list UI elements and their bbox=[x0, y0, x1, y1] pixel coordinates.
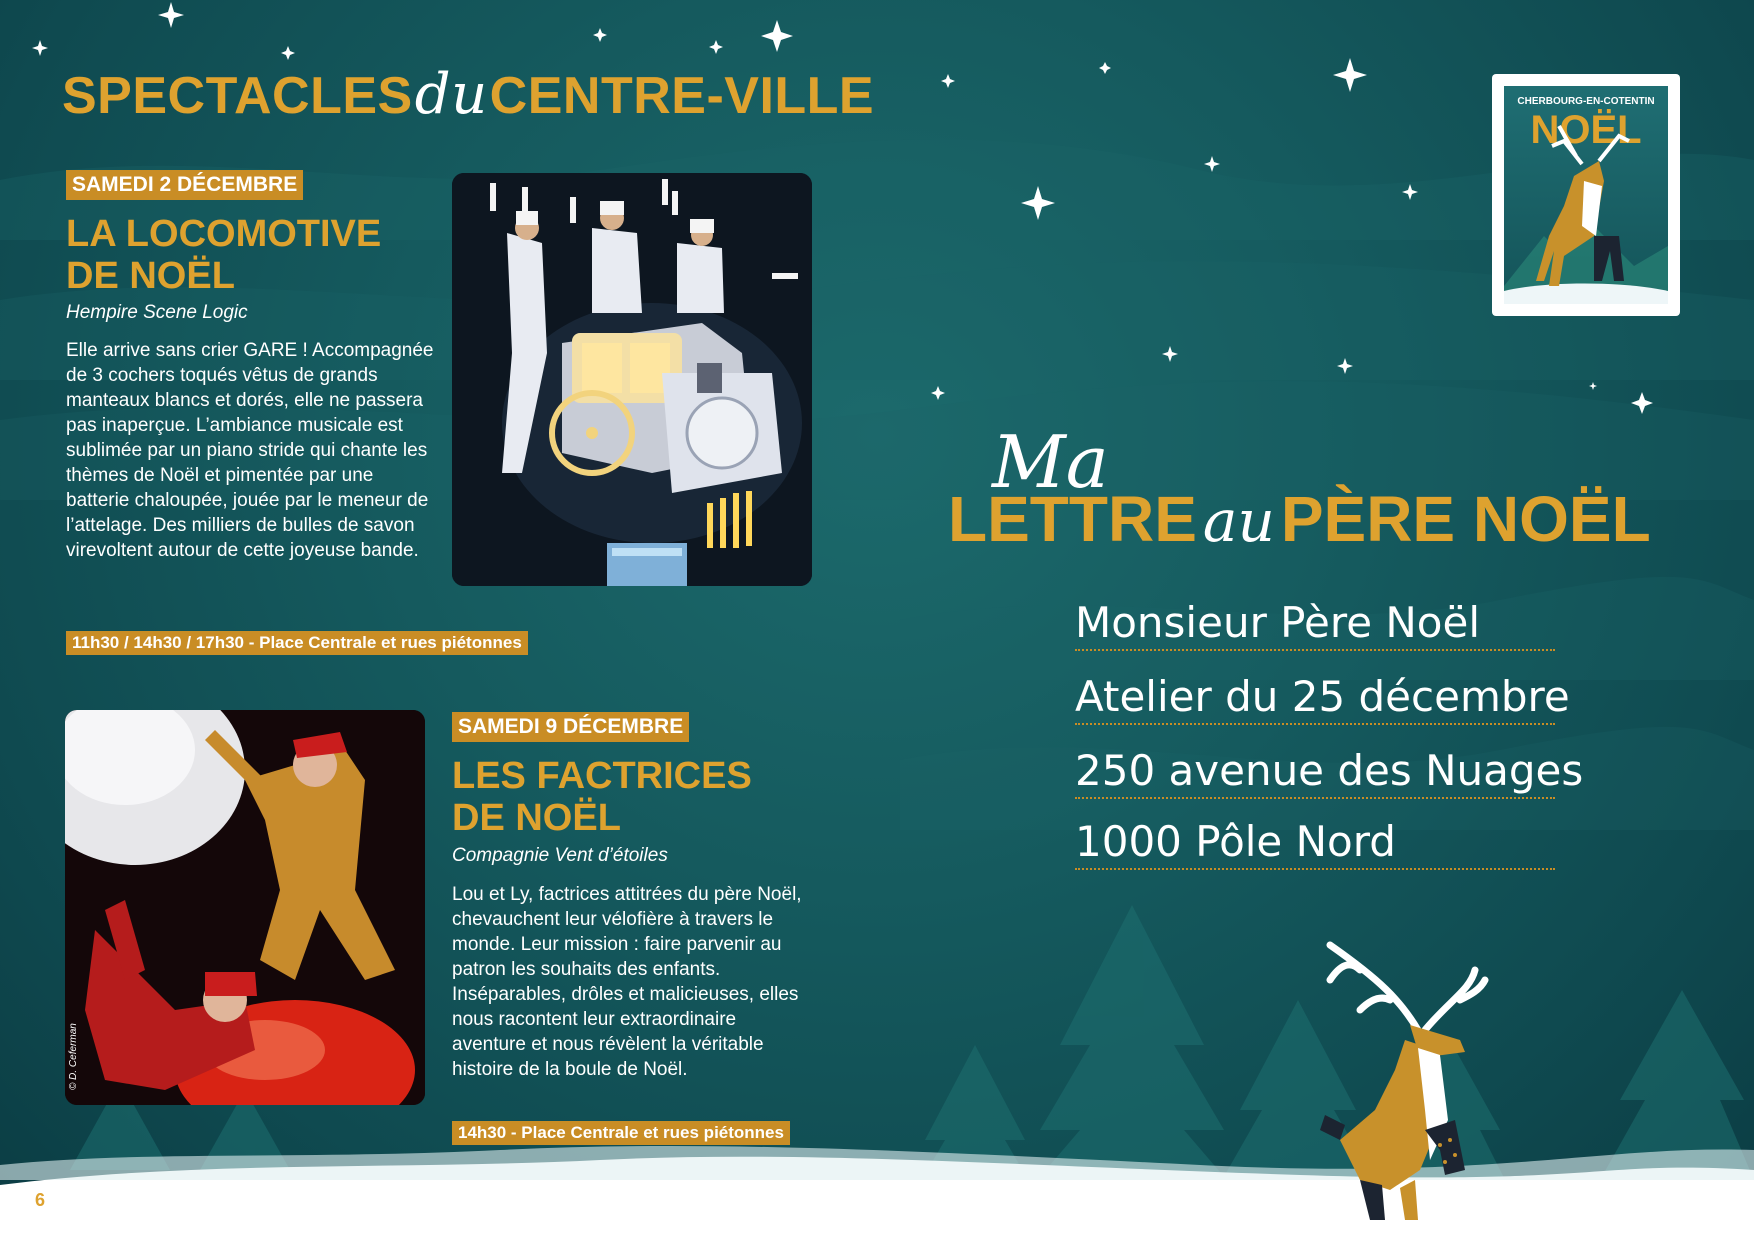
show-1-times: 11h30 / 14h30 / 17h30 - Place Centrale et rues piétonnes bbox=[66, 631, 528, 655]
show-1-title-line-1: LA LOCOMOTIVE bbox=[66, 213, 382, 255]
title-script: du bbox=[414, 62, 488, 127]
letter-title-part-1: LETTRE bbox=[948, 483, 1197, 555]
noel-stamp bbox=[1492, 74, 1680, 316]
letter-title bbox=[948, 482, 1651, 556]
show-1-date: SAMEDI 2 DÉCEMBRE bbox=[66, 170, 303, 200]
show-1-description: Elle arrive sans crier GARE ! Accompagnée de 3 cochers toqués vêtus de grands manteaux blancs et dorés, elle ne passera pas inaperçue. L’ambiance musicale est sublimée par un piano stride qui chante les thèmes de Noël et pimentée par une batterie chaloupée, jouée par le meneur de l’attelage. Des milliers de bulles de savon virevoltent autour de cette joyeuse bande. bbox=[66, 340, 434, 561]
show-2-company: Compagnie Vent d’étoiles bbox=[452, 845, 668, 866]
page-title bbox=[62, 62, 874, 127]
show-1-company: Hempire Scene Logic bbox=[66, 302, 248, 323]
stamp-city: CHERBOURG-EN-COTENTIN bbox=[1517, 96, 1655, 107]
show-1-title-line-2: DE NOËL bbox=[66, 255, 235, 297]
reindeer-icon bbox=[1300, 940, 1500, 1220]
locomotive-photo bbox=[452, 173, 812, 586]
stamp-label: NOËL bbox=[1530, 108, 1642, 152]
show-2-title-line-2: DE NOËL bbox=[452, 797, 621, 839]
stamp-artwork bbox=[1504, 86, 1668, 304]
page-number: 6 bbox=[35, 1190, 46, 1210]
show-2-title-line-1: LES FACTRICES bbox=[452, 755, 752, 797]
address-line: Monsieur Père Noël bbox=[1075, 597, 1555, 651]
show-2-description: Lou et Ly, factrices attitrées du père Noël, chevauchent leur vélofière à travers le monde. Leur mission : faire parvenir au patron les souhaits des enfants. Inséparables, drôles et malicieuses, elles nous racontent leur extraordinaire aventure et nous révèlent la véritable histoire de la boule de Noël. bbox=[452, 884, 802, 1080]
letter-title-part-2: PÈRE NOËL bbox=[1280, 483, 1651, 555]
title-part-1: SPECTACLES bbox=[62, 67, 413, 125]
show-2-times: 14h30 - Place Centrale et rues piétonnes bbox=[452, 1121, 790, 1145]
address-line: Atelier du 25 décembre bbox=[1075, 671, 1555, 725]
title-part-2: CENTRE-VILLE bbox=[489, 67, 875, 125]
photo-credit: © D. Ceferman bbox=[68, 1023, 79, 1090]
letter-title-script: au bbox=[1202, 487, 1275, 555]
show-1-title bbox=[66, 213, 446, 297]
letter-script: Ma bbox=[992, 420, 1109, 504]
address-line: 250 avenue des Nuages bbox=[1075, 745, 1555, 799]
address-line: 1000 Pôle Nord bbox=[1075, 816, 1555, 870]
show-2-title bbox=[452, 755, 812, 839]
reindeer-icon bbox=[1504, 86, 1668, 304]
show-2-date: SAMEDI 9 DÉCEMBRE bbox=[452, 712, 689, 742]
factrices-photo bbox=[65, 710, 425, 1105]
